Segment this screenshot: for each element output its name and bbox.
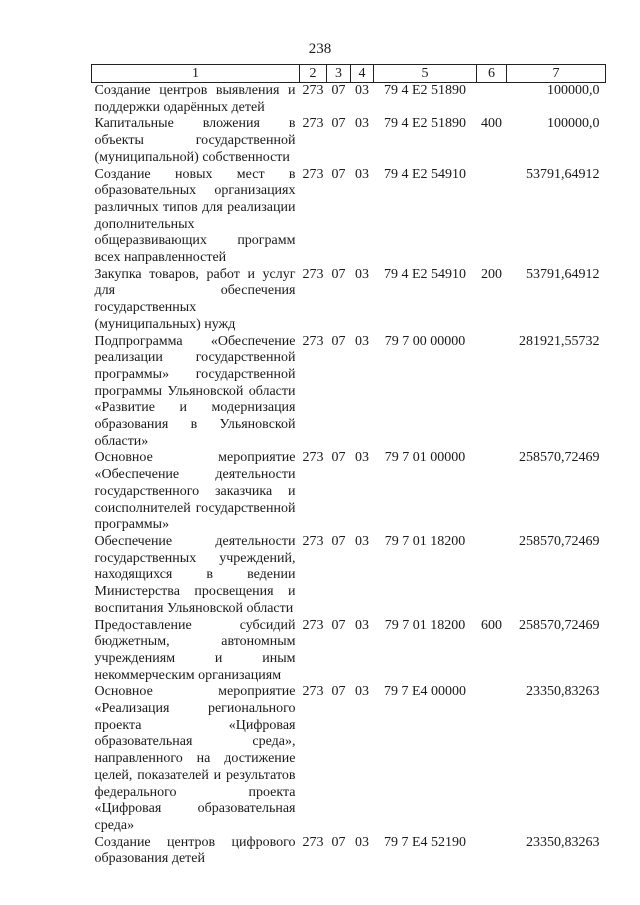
row-target: 79 4 E2 51890 [383, 116, 467, 132]
row-target: 79 4 E2 54910 [383, 266, 467, 282]
row-name: Обеспечение деятельности государственных учреждений, находящихся в ведении Министерства просвещения и воспитания Ульяновской области [94, 533, 296, 616]
row-subsection: 03 [355, 266, 369, 282]
row-ministry: 273 [302, 333, 324, 349]
row-name: Капитальные вложения в объекты государственной (муниципальной) собственности [94, 116, 296, 165]
row-amount: 23350,83263 [526, 684, 600, 700]
row-amount: 53791,64912 [526, 266, 600, 282]
column-header-target: 5 [374, 65, 477, 83]
row-ministry: 273 [302, 834, 324, 850]
row-subsection: 03 [355, 333, 369, 349]
table-row [92, 167, 606, 267]
row-ministry: 273 [302, 684, 324, 700]
row-subsection: 03 [355, 684, 369, 700]
column-header-section: 3 [327, 65, 351, 83]
row-section: 07 [331, 83, 346, 98]
column-header-name: 1 [92, 65, 300, 83]
column-header-amount: 7 [507, 65, 606, 83]
row-subsection: 03 [355, 533, 369, 549]
row-target: 79 7 01 18200 [384, 533, 466, 549]
row-target: 79 7 E4 00000 [383, 684, 467, 700]
row-amount: 100000,0 [547, 83, 600, 98]
row-expense-type: 400 [481, 116, 502, 132]
row-section: 07 [331, 166, 346, 182]
row-subsection: 03 [355, 166, 369, 182]
row-expense-type: 200 [481, 266, 502, 282]
row-subsection: 03 [355, 834, 369, 850]
row-amount: 258570,72469 [519, 617, 600, 633]
row-name: Создание центров выявления и поддержки одарённых детей [94, 83, 296, 115]
row-ministry: 273 [302, 83, 324, 98]
table-row [92, 267, 606, 334]
row-amount: 53791,64912 [526, 166, 600, 182]
column-header-expense-type: 6 [477, 65, 507, 83]
row-name: Закупка товаров, работ и услуг для обеспечения государственных (муниципальных) нужд [94, 266, 296, 332]
row-name: Основное мероприятие «Реализация регионального проекта «Цифровая образовательная среда», направленного на достижение целей, показателей и результатов федерального проекта «Цифровая образовательная среда» [94, 684, 296, 833]
row-section: 07 [331, 684, 346, 700]
column-header-subsection: 4 [351, 65, 374, 83]
row-section: 07 [331, 450, 346, 466]
row-target: 79 4 E2 51890 [383, 83, 467, 98]
row-ministry: 273 [302, 266, 324, 282]
row-name: Основное мероприятие «Обеспечение деятельности государственного заказчика и соисполнителей государственной программы» [94, 450, 296, 533]
row-name: Создание новых мест в образовательных организациях различных типов для реализации дополнительных общеразвивающих программ всех направленностей [94, 166, 296, 266]
row-ministry: 273 [302, 450, 324, 466]
row-ministry: 273 [302, 116, 324, 132]
row-amount: 100000,0 [547, 116, 600, 132]
row-subsection: 03 [355, 116, 369, 132]
table-row [92, 618, 606, 685]
row-expense-type [477, 83, 507, 117]
row-target: 79 7 E4 52190 [383, 834, 467, 850]
table-row [92, 835, 606, 868]
row-ministry: 273 [302, 533, 324, 549]
row-target: 79 7 01 18200 [384, 617, 466, 633]
table-row [92, 534, 606, 618]
row-subsection: 03 [355, 83, 369, 98]
row-expense-type [477, 334, 507, 451]
table-row [92, 116, 606, 166]
row-subsection: 03 [355, 617, 369, 633]
row-target: 79 7 00 00000 [384, 333, 466, 349]
row-target: 79 7 01 00000 [384, 450, 466, 466]
row-section: 07 [331, 266, 346, 282]
budget-table [91, 64, 606, 868]
row-name: Предоставление субсидий бюджетным, автономным учреждениям и иным некоммерческим организациям [94, 617, 296, 683]
table-row [92, 684, 606, 834]
row-name: Подпрограмма «Обеспечение реализации государственной программы» государственной программы Ульяновской области «Развитие и модернизация образования в Ульяновской области» [94, 333, 296, 449]
row-amount: 281921,55732 [519, 333, 600, 349]
row-expense-type [477, 450, 507, 534]
row-section: 07 [331, 834, 346, 850]
table-row [92, 450, 606, 534]
row-expense-type [477, 167, 507, 267]
row-amount: 23350,83263 [526, 834, 600, 850]
row-amount: 258570,72469 [519, 533, 600, 549]
row-section: 07 [331, 617, 346, 633]
row-section: 07 [331, 333, 346, 349]
row-expense-type: 600 [481, 617, 502, 633]
row-expense-type [477, 835, 507, 868]
row-target: 79 4 E2 54910 [383, 166, 467, 182]
row-subsection: 03 [355, 450, 369, 466]
row-name: Создание центров цифрового образования детей [94, 834, 296, 867]
page-number: 238 [308, 41, 332, 57]
row-expense-type [477, 534, 507, 618]
row-section: 07 [331, 116, 346, 132]
table-row [92, 83, 606, 117]
table-header-row [92, 65, 606, 83]
row-ministry: 273 [302, 617, 324, 633]
column-header-ministry: 2 [300, 65, 327, 83]
row-ministry: 273 [302, 166, 324, 182]
row-amount: 258570,72469 [519, 450, 600, 466]
row-expense-type [477, 684, 507, 834]
row-section: 07 [331, 533, 346, 549]
table-row [92, 334, 606, 451]
